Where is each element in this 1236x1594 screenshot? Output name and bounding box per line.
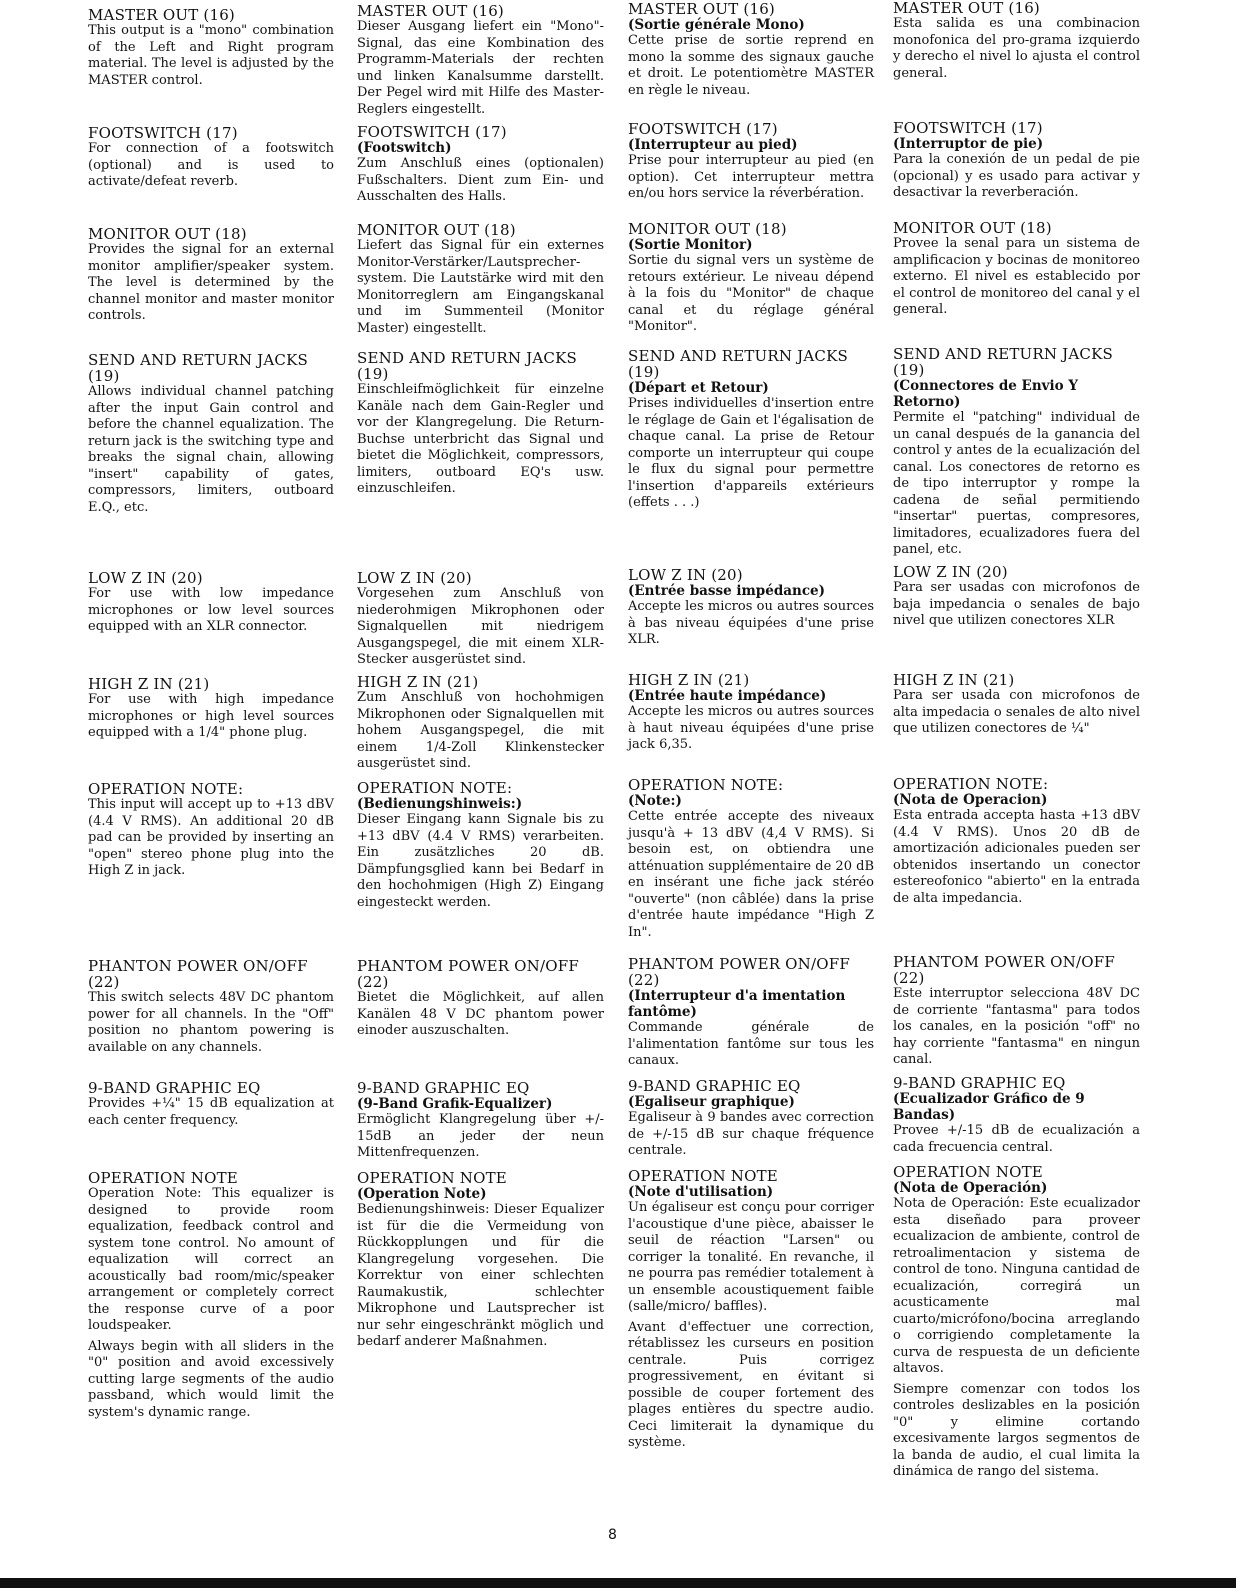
section-title: HIGH Z IN (21): [893, 671, 1015, 689]
section-body: Prise pour interrupteur au pied (en option). Cet interrupteur mettra en/ou hors service la réverbération.: [628, 153, 874, 201]
section-title: MONITOR OUT (18): [628, 220, 787, 238]
section-phantom-power: [357, 958, 604, 1040]
section-title: OPERATION NOTE: [88, 1169, 238, 1187]
section-send-return: [88, 352, 334, 516]
section-high-z-in: [893, 672, 1140, 738]
section-body: Cette prise de sortie reprend en mono la somme des signaux gauche et droit. Le potentiomètre MASTER en règle le niveau.: [628, 33, 874, 98]
section-body: Sortie du signal vers un système de retours extérieur. Le niveau dépend à la fois du "Monitor" de chaque canal et du réglage général "Monitor".: [628, 253, 874, 334]
bottom-rule: [0, 1578, 1236, 1588]
section-body: Provides the signal for an external monitor amplifier/speaker system. The level is determined by the channel monitor and master monitor controls.: [88, 242, 334, 323]
column-english: [88, 0, 334, 1594]
section-high-z-in: [88, 676, 334, 742]
section-body: Vorgesehen zum Anschluß von niederohmigen Mikrophonen oder Signalquellen mit niedrigem Ausgangspegel, die mit einem XLR-Stecker ausgerüstet sind.: [357, 586, 604, 667]
section-title: PHANTOM POWER ON/OFF (22): [357, 957, 579, 991]
section-title: PHANTON POWER ON/OFF (22): [88, 957, 308, 991]
section-graphic-eq: [88, 1080, 334, 1129]
section-body: Para ser usada con microfonos de alta impedacia o senales de alto nivel que utilizen conectores de ¼": [893, 688, 1140, 736]
section-low-z-in: [88, 570, 334, 636]
section-master-out: [893, 0, 1140, 82]
section-footswitch: [88, 125, 334, 191]
section-low-z-in: [893, 564, 1140, 630]
section-body: Zum Anschluß von hochohmigen Mikrophonen oder Signalquellen mit hohem Ausgangspegel, die mit einem 1/4-Zoll Klinkenstecker ausgerüstet sind.: [357, 690, 604, 771]
section-body: Accepte les micros ou autres sources à haut niveau équipées d'une prise jack 6,35.: [628, 704, 874, 752]
section-title: PHANTOM POWER ON/OFF (22): [893, 953, 1115, 987]
section-title: LOW Z IN (20): [628, 566, 743, 584]
section-title: 9-BAND GRAPHIC EQ: [628, 1077, 801, 1095]
section-title: FOOTSWITCH (17): [88, 124, 238, 142]
section-title: MONITOR OUT (18): [893, 219, 1052, 237]
section-subtitle: (9-Band Grafik-Equalizer): [357, 1096, 553, 1112]
section-title: SEND AND RETURN JACKS (19): [357, 349, 577, 383]
section-graphic-eq: [628, 1078, 874, 1160]
section-title: MASTER OUT (16): [88, 6, 235, 24]
section-body: Prises individuelles d'insertion entre le réglage de Gain et l'égalisation de chaque canal. La prise de Retour comporte un interrupteur qui coupe le flux du signal pour permettre l'insertion d'appareils extérieurs (effets . . .): [628, 396, 874, 510]
section-title: FOOTSWITCH (17): [357, 123, 507, 141]
section-title: SEND AND RETURN JACKS (19): [628, 347, 848, 381]
section-body: For use with low impedance microphones or low level sources equipped with an XLR connector.: [88, 586, 334, 634]
section-monitor-out: [893, 220, 1140, 319]
section-title: 9-BAND GRAPHIC EQ: [88, 1079, 261, 1097]
section-body: Provee +/-15 dB de ecualización a cada frecuencia central.: [893, 1123, 1140, 1155]
section-body: Accepte les micros ou autres sources à bas niveau équipées d'une prise XLR.: [628, 599, 874, 647]
section-subtitle: (Operation Note): [357, 1186, 487, 1202]
section-title: HIGH Z IN (21): [628, 671, 750, 689]
section-body: Para ser usadas con microfonos de baja impedancia o senales de bajo nivel que utilizen conectores XLR: [893, 580, 1140, 628]
section-title: MASTER OUT (16): [357, 2, 504, 20]
section-title: OPERATION NOTE:: [893, 775, 1049, 793]
section-body: Ermöglicht Klangregelung über +/- 15dB an jeder der neun Mittenfrequenzen.: [357, 1112, 604, 1160]
section-footswitch: [628, 121, 874, 203]
section-body: Egaliseur à 9 bandes avec correction de +/-15 dB sur chaque fréquence centrale.: [628, 1110, 874, 1158]
section-send-return: [628, 348, 874, 512]
section-body: For use with high impedance microphones or high level sources equipped with a 1/4" phone plug.: [88, 692, 334, 740]
section-body: Esta salida es una combinacion monofonica del pro-grama izquierdo y derecho el nivel lo ajusta el control general.: [893, 16, 1140, 81]
page-number: 8: [608, 1527, 617, 1543]
section-body: Provides +¼" 15 dB equalization at each center frequency.: [88, 1096, 334, 1128]
section-body: Einschleifmöglichkeit für einzelne Kanäle nach dem Gain-Regler und vor der Klangregelung. Die Return-Buchse unterbricht das Signal und bietet die Möglichkeit, compressors, limiters, outboard EQ's usw. einzuschleifen.: [357, 382, 604, 496]
section-body: Zum Anschluß eines (optionalen) Fußschalters. Dient zum Ein- und Ausschalten des Halls.: [357, 156, 604, 204]
section-body: Allows individual channel patching after the input Gain control and before the channel equalization. The return jack is the switching type and breaks the signal chain, allowing "insert" capability of gates, compressors, limiters, outboard E.Q., etc.: [88, 384, 334, 515]
section-title: FOOTSWITCH (17): [893, 119, 1043, 137]
section-footswitch: [357, 124, 604, 206]
section-title: OPERATION NOTE: [357, 1169, 507, 1187]
section-body: Un égaliseur est conçu pour corriger l'acoustique d'une pièce, abaisser le seuil de réaction "Larsen" ou corriger la tonalité. En revanche, il ne pourra pas remédier totalement à un ensemble acoustiquement faible (salle/micro/ baffles). Avant d'effectuer une correction, rétablissez les curseurs en position centrale. Puis corrigez progressivement, en évitant si possible de couper fortement des plages entières du spectre audio. Ceci limiterait la dynamique du système.: [628, 1200, 874, 1450]
section-monitor-out: [357, 222, 604, 337]
section-title: OPERATION NOTE:: [628, 776, 784, 794]
section-body: Bedienungshinweis: Dieser Equalizer ist für die die Vermeidung von Rückkopplungen und für die Klangregelung vorgesehen. Die Korrektur von einer schlechten Raumakustik, schlechter Mikrophone und Lautsprecher ist nur sehr eingeschränkt möglich und bedarf anderer Maßnahmen.: [357, 1202, 604, 1349]
section-master-out: [357, 3, 604, 118]
section-title: LOW Z IN (20): [893, 563, 1008, 581]
section-title: OPERATION NOTE:: [357, 779, 513, 797]
section-master-out: [628, 1, 874, 99]
section-title: MASTER OUT (16): [628, 0, 775, 18]
section-body: Bietet die Möglichkeit, auf allen Kanälen 48 V DC phantom power einoder auszuschalten.: [357, 990, 604, 1038]
section-operation-note-input: [893, 776, 1140, 907]
section-operation-note-eq: [88, 1170, 334, 1421]
section-body: Nota de Operación: Este ecualizador esta diseñado para proveer ecualizacion de ambiente, control de retroalimentacion y sistema de control de tono. Ninguna cantidad de ecualización, corregirá un acusticamente mal cuarto/micrófono/bocina arreglando o corrigiendo completamente la curva de respuesta de un deficiente altavos. Siempre comenzar con todos los controles deslizables en la posición "0" y elimine cortando excesivamente largos segmentos de la banda de audio, el cual limita la dinámica de rango del sistema.: [893, 1196, 1140, 1479]
section-title: MONITOR OUT (18): [357, 221, 516, 239]
section-subtitle: (Egaliseur graphique): [628, 1094, 795, 1110]
section-subtitle: (Interruptor de pie): [893, 136, 1044, 152]
section-monitor-out: [628, 221, 874, 336]
section-master-out: [88, 7, 334, 89]
section-title: SEND AND RETURN JACKS (19): [88, 351, 308, 385]
section-graphic-eq: [357, 1080, 604, 1162]
section-title: MASTER OUT (16): [893, 0, 1040, 17]
section-subtitle: (Sortie Monitor): [628, 237, 753, 253]
section-title: MONITOR OUT (18): [88, 225, 247, 243]
section-operation-note-eq: [893, 1164, 1140, 1481]
section-send-return: [893, 346, 1140, 559]
section-body: Commande générale de l'alimentation fantôme sur tous les canaux.: [628, 1020, 874, 1068]
section-title: LOW Z IN (20): [88, 569, 203, 587]
section-subtitle: (Entrée basse impédance): [628, 583, 826, 599]
section-graphic-eq: [893, 1075, 1140, 1156]
section-subtitle: (Départ et Retour): [628, 380, 769, 396]
column-spanish: [893, 0, 1140, 1594]
section-title: 9-BAND GRAPHIC EQ: [357, 1079, 530, 1097]
section-operation-note-input: [88, 781, 334, 880]
section-subtitle: (Sortie générale Mono): [628, 17, 805, 33]
section-low-z-in: [357, 570, 604, 669]
section-title: OPERATION NOTE: [893, 1163, 1043, 1181]
section-subtitle: (Interrupteur d'a imentation fantôme): [628, 988, 846, 1020]
section-title: 9-BAND GRAPHIC EQ: [893, 1074, 1066, 1092]
section-title: OPERATION NOTE:: [88, 780, 244, 798]
section-subtitle: (Nota de Operacion): [893, 792, 1048, 808]
section-subtitle: (Footswitch): [357, 140, 452, 156]
section-subtitle: (Interrupteur au pied): [628, 137, 798, 153]
section-subtitle: (Ecualizador Gráfico de 9 Bandas): [893, 1091, 1085, 1123]
section-body: Esta entrada accepta hasta +13 dBV (4.4 V RMS). Unos 20 dB de amortización adicionales pueden ser obtenidos insertando un conector estereofonico "abierto" en la entrada de alta impedancia.: [893, 808, 1140, 906]
section-body: Dieser Ausgang liefert ein "Mono"-Signal, das eine Kombination des Programm-Materials der rechten und linken Kanalsumme darstellt. Der Pegel wird mit Hilfe des Master-Reglers eingestellt.: [357, 19, 604, 117]
section-body: For connection of a footswitch (optional) and is used to activate/defeat reverb.: [88, 141, 334, 189]
section-high-z-in: [628, 672, 874, 754]
section-subtitle: (Connectores de Envio Y Retorno): [893, 378, 1078, 410]
column-german: [357, 0, 604, 1594]
section-body: Provee la senal para un sistema de amplificacion y bocinas de monitoreo externo. El nivel es establecido por el control de monitoreo del canal y el general.: [893, 236, 1140, 317]
column-french: [628, 0, 874, 1594]
section-body: Operation Note: This equalizer is designed to provide room equalization, feedback control and system tone control. No amount of equalization will correct an acoustically bad room/mic/speaker arrangement or completely correct the response curve of a poor loudspeaker. Always begin with all sliders in the "0" position and avoid excessively cutting large segments of the audio passband, which would limit the system's dynamic range.: [88, 1186, 334, 1420]
section-title: HIGH Z IN (21): [357, 673, 479, 691]
section-body: This switch selects 48V DC phantom power for all channels. In the "Off" position no phantom powering is available on any channels.: [88, 990, 334, 1055]
section-subtitle: (Note:): [628, 793, 682, 809]
section-title: OPERATION NOTE: [628, 1167, 778, 1185]
section-operation-note-input: [357, 780, 604, 911]
section-title: FOOTSWITCH (17): [628, 120, 778, 138]
section-phantom-power: [88, 958, 334, 1056]
section-low-z-in: [628, 567, 874, 649]
section-subtitle: (Note d'utilisation): [628, 1184, 774, 1200]
section-subtitle: (Nota de Operación): [893, 1180, 1048, 1196]
section-phantom-power: [893, 954, 1140, 1069]
section-subtitle: (Entrée haute impédance): [628, 688, 827, 704]
section-title: PHANTOM POWER ON/OFF (22): [628, 955, 850, 989]
section-title: LOW Z IN (20): [357, 569, 472, 587]
section-operation-note-eq: [628, 1168, 874, 1452]
section-operation-note-eq: [357, 1170, 604, 1351]
section-send-return: [357, 350, 604, 498]
section-monitor-out: [88, 226, 334, 325]
section-operation-note-input: [628, 777, 874, 941]
section-body: Liefert das Signal für ein externes Monitor-Verstärker/Lautsprecher-system. Die Lautstärke wird mit den Monitorreglern am Eingangskanal und im Summenteil (Monitor Master) eingestellt.: [357, 238, 604, 336]
section-subtitle: (Bedienungshinweis:): [357, 796, 523, 812]
section-body: Este interruptor selecciona 48V DC de corriente "fantasma" para todos los canales, en la posición "off" no hay corriente "fantasma" en ningun canal.: [893, 986, 1140, 1067]
section-body: Para la conexión de un pedal de pie (opcional) y es usado para activar y desactivar la reverberación.: [893, 152, 1140, 200]
section-body: This output is a "mono" combination of the Left and Right program material. The level is adjusted by the MASTER control.: [88, 23, 334, 88]
section-body: Permite el "patching" individual de un canal después de la ganancia del control y antes de la ecualización del canal. Los conectores de retorno es de tipo interruptor y rompe la cadena de señal permitiendo "insertar" puertas, compresores, limitadores, ecualizadores fuera del panel, etc.: [893, 410, 1140, 557]
section-body: Dieser Eingang kann Signale bis zu +13 dBV (4.4 V RMS) verarbeiten. Ein zusätzliches 20 dB. Dämpfungsglied kann bei Bedarf in den hochohmigen (High Z) Eingang eingesteckt werden.: [357, 812, 604, 910]
section-body: This input will accept up to +13 dBV (4.4 V RMS). An additional 20 dB pad can be provided by inserting an "open" stereo phone plug into the High Z in jack.: [88, 797, 334, 878]
section-title: SEND AND RETURN JACKS (19): [893, 345, 1113, 379]
section-high-z-in: [357, 674, 604, 773]
section-phantom-power: [628, 956, 874, 1070]
section-footswitch: [893, 120, 1140, 202]
section-body: Cette entrée accepte des niveaux jusqu'à + 13 dBV (4,4 V RMS). Si besoin est, on obtiendra une atténuation supplémentaire de 20 dB en insérant une fiche jack stéréo "ouverte" (non câblée) dans la prise d'entrée haute impédance "High Z In".: [628, 809, 874, 940]
section-title: HIGH Z IN (21): [88, 675, 210, 693]
